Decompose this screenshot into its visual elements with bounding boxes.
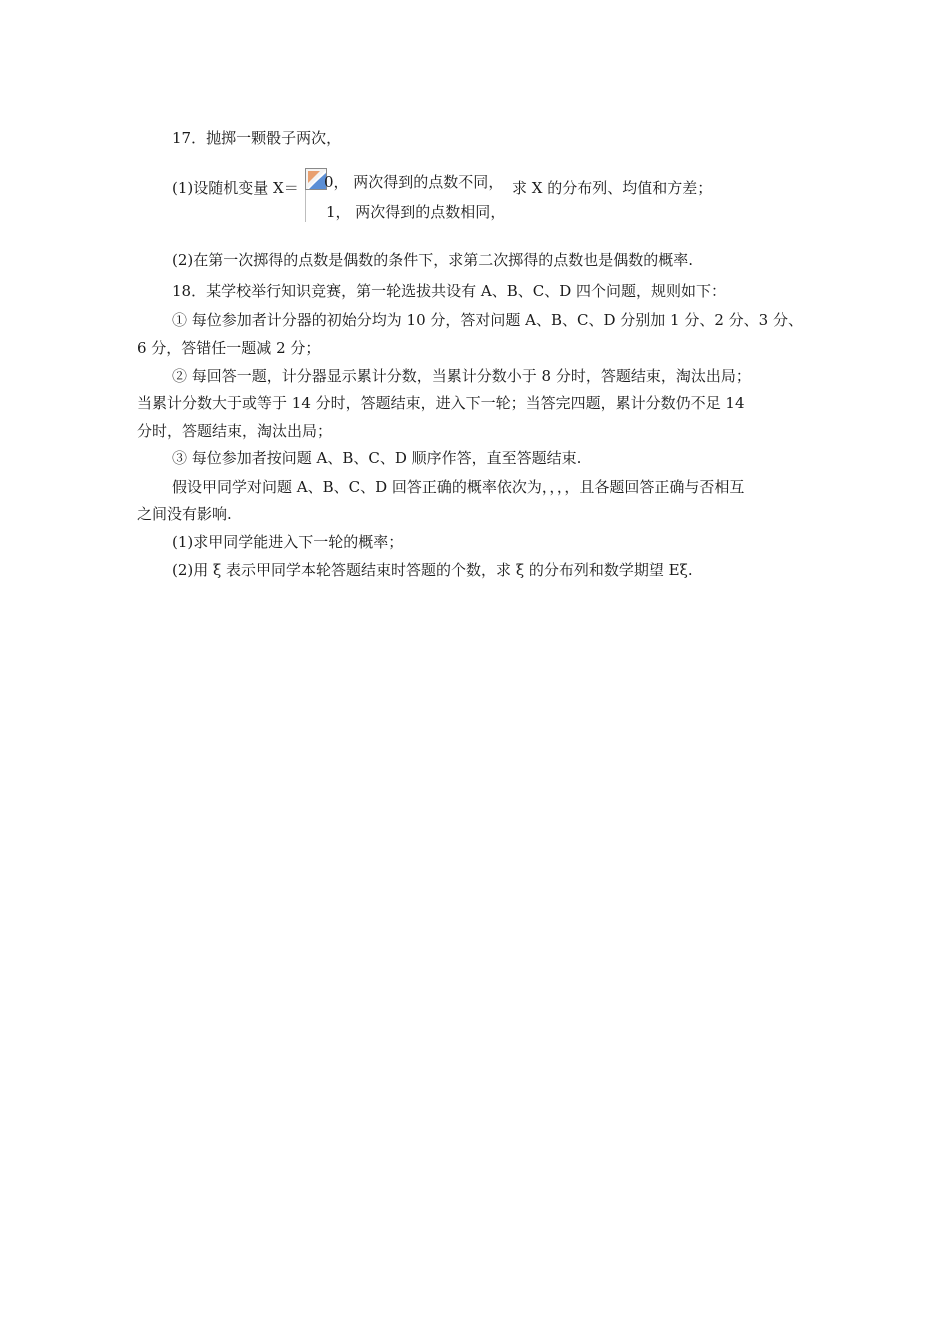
q18-title: 18．某学校举行知识竞赛，第一轮选拔共设有 A、B、C、D 四个问题，规则如下： <box>172 282 726 300</box>
q18-rule2-line1: ② 每回答一题，计分器显示累计分数，当累计分数小于 8 分时，答题结束，淘汰出局； <box>172 367 751 385</box>
q17-part2: (2)在第一次掷得的点数是偶数的条件下，求第二次掷得的点数也是偶数的概率. <box>172 251 694 269</box>
q18-rule1-line2: 6 分，答错任一题减 2 分； <box>137 339 321 357</box>
brace-bar <box>305 190 306 222</box>
q17-part1-prefix: (1)设随机变量 X＝ <box>172 179 299 197</box>
q18-rule2-line3: 分时，答题结束，淘汰出局； <box>137 422 333 440</box>
q18-rule3: ③ 每位参加者按问题 A、B、C、D 顺序作答，直至答题结束. <box>172 449 582 467</box>
q18-part2: (2)用 ξ 表示甲同学本轮答题结束时答题的个数，求 ξ 的分布列和数学期望 Eξ. <box>172 561 693 579</box>
q17-case2: 1， 两次得到的点数相同， <box>326 203 506 221</box>
q18-assume-line1: 假设甲同学对问题 A、B、C、D 回答正确的概率依次为，，，，且各题回答正确与否相互 <box>172 478 745 496</box>
q18-part1: (1)求甲同学能进入下一轮的概率； <box>172 533 404 551</box>
q18-assume-line2: 之间没有影响. <box>137 505 232 523</box>
q17-case1: 0， 两次得到的点数不同， <box>324 173 504 191</box>
q18-rule1-line1: ① 每位参加者计分器的初始分均为 10 分，答对问题 A、B、C、D 分别加 1 分、2 分、3 分、 <box>172 311 803 329</box>
q18-rule2-line2: 当累计分数大于或等于 14 分时，答题结束，进入下一轮；当答完四题，累计分数仍不足 14 <box>137 394 745 412</box>
q17-part1-suffix: 求 X 的分布列、均值和方差； <box>512 179 713 197</box>
q17-title: 17．抛掷一颗骰子两次， <box>172 129 342 147</box>
